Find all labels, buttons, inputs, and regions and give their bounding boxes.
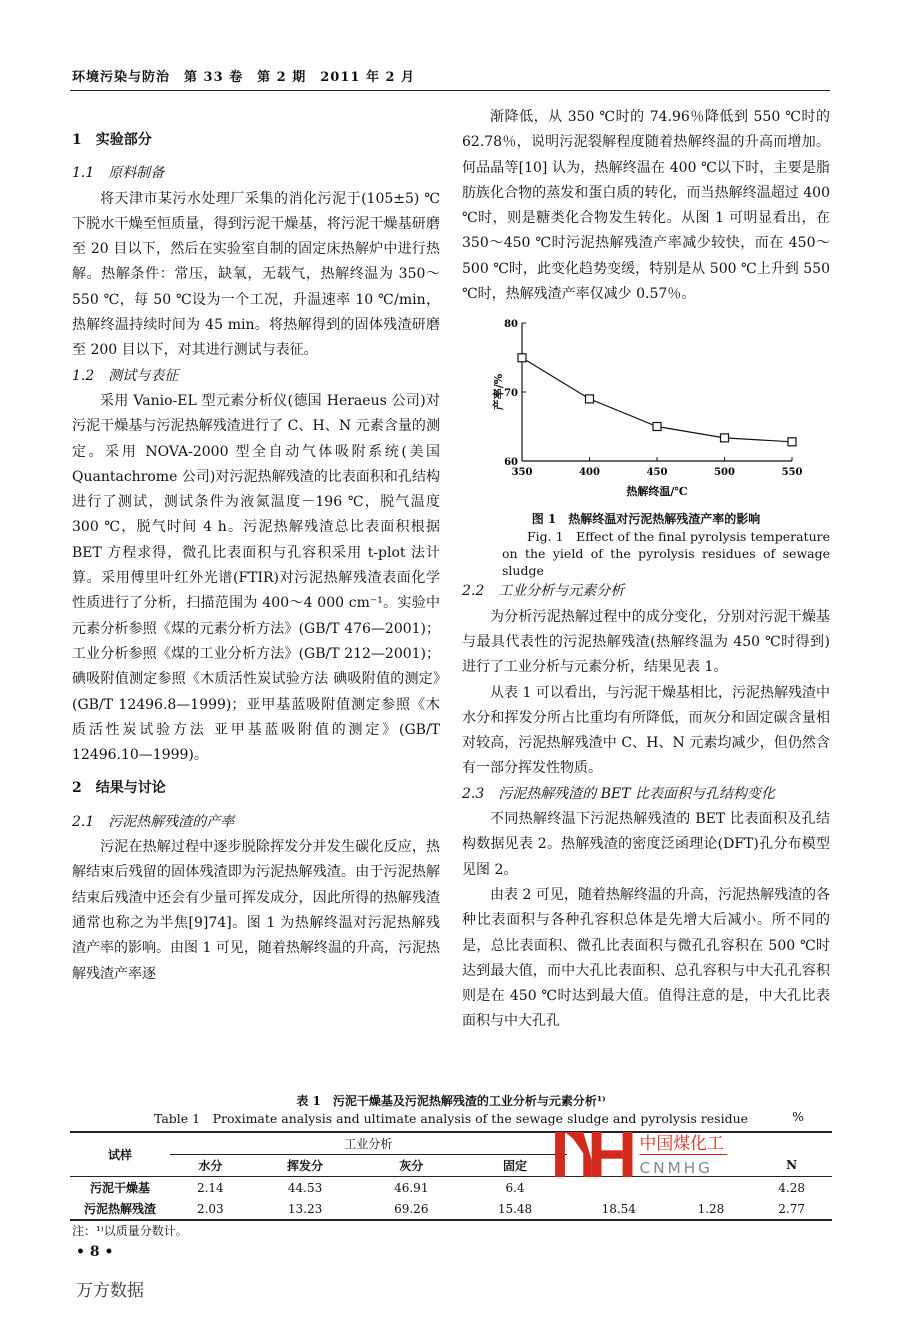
table-cell: 69.26 bbox=[394, 1201, 429, 1216]
left-column bbox=[72, 120, 440, 987]
figure-caption-en: Fig. 1 Effect of the final pyrolysis temperature on the yield of the pyrolysis residues of sewage sludge bbox=[502, 529, 830, 579]
table-cell: 15.48 bbox=[497, 1201, 533, 1216]
y-tick-label: 60 bbox=[504, 457, 518, 469]
figure-caption-cn: 图 1 热解终温对污泥热解残渣产率的影响 bbox=[531, 512, 761, 527]
section-heading: 2.1 污泥热解残渣的产率 bbox=[72, 813, 235, 830]
table-cell: 46.91 bbox=[394, 1180, 429, 1195]
table-cell: 2.03 bbox=[196, 1201, 224, 1216]
paragraph: 污泥在热解过程中逐步脱除挥发分并发生碳化反应，热解结束后残留的固体残渣即为污泥热解残渣。由于污泥热解结束后残渣中还会有少量可挥发成分，因此所得的热解残渣通常也称之为半焦[9]74]。图 1 为热解终温对污泥热解残渣产率的影响。由图 1 可见，随着热解终温的升高，污泥热解残渣产率逐 bbox=[72, 839, 440, 982]
row-label: 污泥干燥基 bbox=[89, 1181, 150, 1195]
table-title-cn: 表 1 污泥干燥基及污泥热解残渣的工业分析与元素分析¹⁾ bbox=[296, 1094, 606, 1108]
paragraph: 为分析污泥热解过程中的成分变化，分别对污泥干燥基与最具代表性的污泥热解残渣(热解终温为 450 ℃时得到)进行了工业分析与元素分析，结果见表 1。 bbox=[462, 608, 830, 676]
header-sample: 试样 bbox=[107, 1148, 132, 1162]
table-unit: % bbox=[792, 1109, 804, 1124]
paragraph: 将天津市某污水处理厂采集的消化污泥于(105±5) ℃下脱水干燥至恒质量，得到污泥干燥基，将污泥干燥基研磨至 20 目以下，然后在实验室自制的固定床热解炉中进行热解。热解条件：常压，缺氧，无载气，热解终温为 350～550 ℃，每 50 ℃设为一个工况，升温速率 10 ℃/min，热解终温持续时间为 45 min。将热解得到的固体残渣研磨至 200 目以下，对其进行测试与表征。 bbox=[72, 190, 440, 359]
x-tick-label: 500 bbox=[714, 467, 735, 479]
data-point bbox=[788, 438, 796, 446]
section-heading: 2.2 工业分析与元素分析 bbox=[462, 583, 625, 600]
table-cell: 44.53 bbox=[287, 1180, 323, 1195]
paragraph: 由表 2 可见，随着热解终温的升高，污泥热解残渣的各种比表面积与各种孔容积总体是先增大后减小。所不同的是，总比表面积、微孔比表面积与微孔孔容积在 500 ℃时达到最大值，而中大孔比表面积、总孔容积与中大孔孔容积则是在 450 ℃时达到最大值。值得注意的是，中大孔比表面积与中大孔孔 bbox=[462, 886, 830, 1030]
column-header: 挥发分 bbox=[287, 1159, 324, 1173]
page-number: • 8 • bbox=[76, 1244, 114, 1260]
table-title-en bbox=[70, 1109, 832, 1127]
table-cell: 2.14 bbox=[196, 1180, 224, 1195]
x-tick-label: 550 bbox=[781, 467, 803, 479]
source-footer: 万方数据 bbox=[76, 1281, 144, 1301]
table-body bbox=[70, 1177, 832, 1221]
column-header: N bbox=[786, 1158, 798, 1173]
y-axis-label: 产率/% bbox=[492, 374, 505, 411]
section-heading: 1 实验部分 bbox=[72, 132, 152, 148]
table-note: 注：¹⁾以质量分数计。 bbox=[72, 1224, 188, 1238]
table-cell: 4.28 bbox=[778, 1180, 805, 1195]
y-tick-label: 70 bbox=[504, 388, 518, 400]
y-tick-label: 80 bbox=[504, 319, 518, 331]
header-rule bbox=[70, 90, 830, 91]
running-header: 环境污染与防治 第 33 卷 第 2 期 2011 年 2 月 bbox=[72, 70, 416, 85]
table-cell: 2.77 bbox=[778, 1201, 805, 1216]
watermark-svg bbox=[554, 1132, 732, 1177]
paragraph: 采用 Vanio-EL 型元素分析仪(德国 Heraeus 公司)对污泥干燥基与污泥热解残渣进行了 C、H、N 元素含量的测定。采用 NOVA-2000 型全自动气体吸附系统(美国 Quantachrome 公司)对污泥热解残渣的比表面积和孔结构进行了测试，测试条件为液氮温度－196 ℃，脱气温度 300 ℃，脱气时间 4 h。污泥热解残渣总比表面积根据 BET 方程求得，微孔比表面积与孔容积采用 t-plot 法计算。采用傅里叶红外光谱(FTIR)对污泥热解残渣表面化学性质进行了分析，扫描范围为 400～4 000 cm⁻¹。实验中元素分析参照《煤的元素分析方法》(GB/T 476—2001)；工业分析参照《煤的工业分析方法》(GB/T 212—2001)；碘吸附值测定参照《木质活性炭试验方法 碘吸附值的测定》(GB/T 12496.8—1999)；亚甲基蓝吸附值测定参照《木质活性炭试验方法 亚甲基蓝吸附值的测定》(GB/T 12496.10—1999)。 bbox=[72, 392, 440, 764]
x-tick-label: 450 bbox=[646, 467, 668, 479]
right-body bbox=[462, 579, 830, 1034]
x-tick-label: 350 bbox=[511, 467, 533, 479]
right-column bbox=[462, 105, 830, 1035]
svg-text:CNMHG: CNMHG bbox=[639, 1158, 713, 1177]
chart-svg bbox=[462, 311, 830, 511]
table-cell: 18.54 bbox=[601, 1201, 636, 1216]
column-header: 灰分 bbox=[399, 1159, 424, 1173]
table-title-en-text: Table 1 Proximate analysis and ultimate analysis of the sewage sludge and pyrolysis residue bbox=[153, 1111, 749, 1126]
table-cell: 1.28 bbox=[697, 1201, 725, 1216]
section-heading: 2.3 污泥热解残渣的 BET 比表面积与孔结构变化 bbox=[462, 785, 776, 802]
data-point bbox=[586, 395, 594, 403]
x-tick-label: 400 bbox=[579, 467, 600, 479]
table-row bbox=[70, 1198, 832, 1220]
figure-1-chart bbox=[462, 311, 830, 511]
section-heading: 1.2 测试与表征 bbox=[72, 367, 179, 384]
data-point bbox=[721, 434, 729, 442]
watermark-logo bbox=[554, 1132, 732, 1181]
column-header: 固定 bbox=[503, 1159, 528, 1173]
row-label: 污泥热解残渣 bbox=[83, 1202, 156, 1216]
column-header: 水分 bbox=[198, 1159, 223, 1173]
data-point bbox=[653, 423, 661, 431]
paragraph: 不同热解终温下污泥热解残渣的 BET 比表面积及孔结构数据见表 2。热解残渣的密度泛函理论(DFT)孔分布模型见图 2。 bbox=[462, 811, 830, 878]
paragraph: 从表 1 可以看出，与污泥干燥基相比，污泥热解残渣中水分和挥发分所占比重均有所降低，而灰分和固定碳含量相对较高，污泥热解残渣中 C、H、N 元素均减少，但仍然含有一部分挥发性物质。 bbox=[462, 684, 830, 777]
table-cell: 13.23 bbox=[287, 1201, 323, 1216]
svg-text:中国煤化工: 中国煤化工 bbox=[639, 1132, 724, 1153]
section-heading: 1.1 原料制备 bbox=[72, 165, 165, 182]
data-point bbox=[518, 354, 526, 362]
x-axis-label: 热解终温/℃ bbox=[626, 485, 688, 499]
table-cell: 6.4 bbox=[505, 1180, 525, 1195]
section-heading: 2 结果与讨论 bbox=[72, 780, 166, 797]
paragraph: 渐降低，从 350 ℃时的 74.96％降低到 550 ℃时的 62.78％，说明污泥裂解程度随着热解终温的升高而增加。何品晶等[10] 认为，热解终温在 400 ℃以下时，主要是脂肪族化合物的蒸发和蛋白质的转化，而当热解终温超过 400 ℃时，则是糖类化合物发生转化。从图 1 可明显看出，在 350～450 ℃时污泥热解残渣产率减少较快，而在 450～500 ℃时，此变化趋势变缓，特别是从 500 ℃上升到 550 ℃时，热解残渣产率仅减少 0.57％。 bbox=[462, 109, 830, 303]
header-proximate: 工业分析 bbox=[170, 1132, 567, 1155]
